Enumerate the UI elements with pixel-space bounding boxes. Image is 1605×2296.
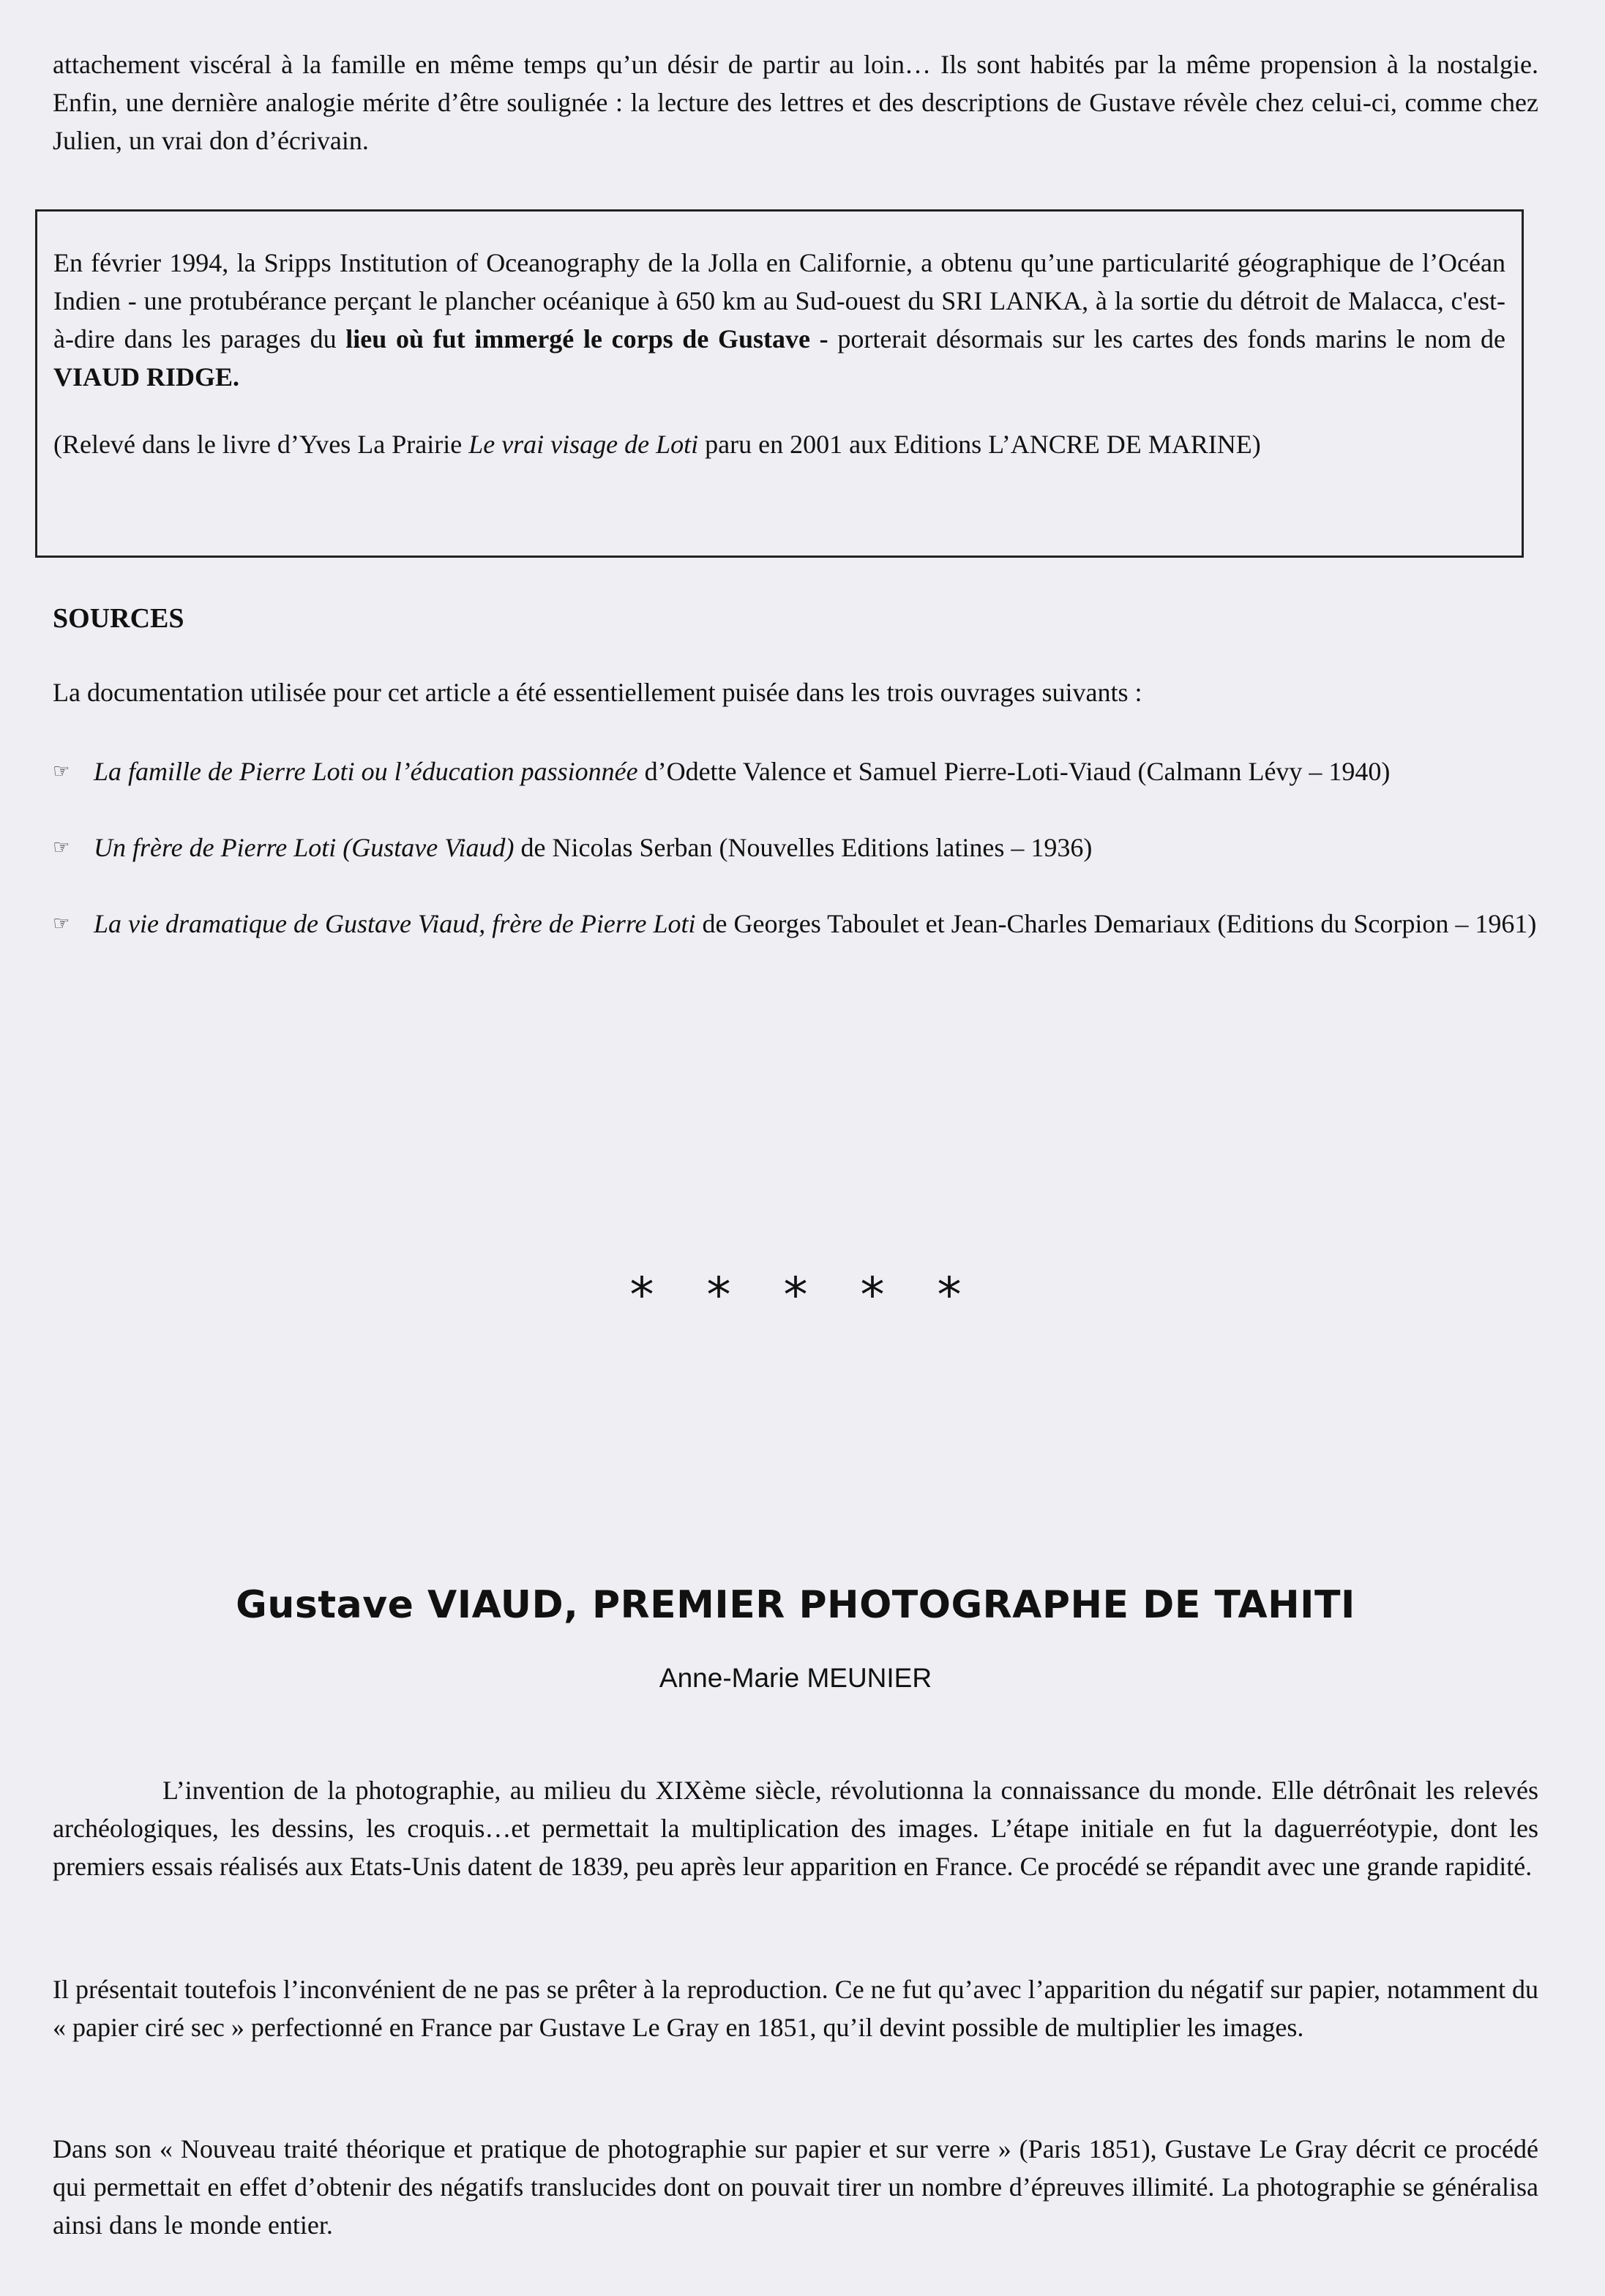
source-details: de Nicolas Serban (Nouvelles Editions latines – 1936) <box>514 833 1093 862</box>
box-text-2b: paru en 2001 aux Editions L’ANCRE DE MARINE) <box>698 430 1261 459</box>
article-title: Gustave VIAUD, PREMIER PHOTOGRAPHE DE TAHITI <box>236 1583 1355 1627</box>
source-item-1 <box>53 752 1538 790</box>
article-author: Anne-Marie MEUNIER <box>659 1663 932 1693</box>
separator-star: * <box>783 1267 808 1323</box>
sources-list <box>53 752 1538 943</box>
box-text-2a: (Relevé dans le livre d’Yves La Prairie <box>53 430 469 459</box>
separator-star: * <box>937 1267 962 1323</box>
box-book-title: Le vrai visage de Loti <box>468 430 699 459</box>
source-title: La famille de Pierre Loti ou l’éducation passionnée <box>94 757 638 786</box>
source-item-2 <box>53 829 1538 867</box>
viaud-ridge-box <box>35 209 1524 558</box>
intro-paragraph: attachement viscéral à la famille en même temps qu’un désir de partir au loin… Ils sont habités par la même propension à la nostalgie. Enfin, une dernière analogie mérite d’être soulignée : la lecture des lettres et des descriptions de Gustave révèle chez celui-ci, comme chez Julien, un vrai don d’écrivain. <box>53 50 1538 155</box>
source-title: Un frère de Pierre Loti (Gustave Viaud) <box>94 833 515 862</box>
pointing-hand-icon: ☞ <box>53 760 70 782</box>
sources-heading: SOURCES <box>53 603 184 634</box>
box-paragraph-1 <box>53 244 1505 396</box>
sources-intro: La documentation utilisée pour cet article a été essentiellement puisée dans les trois ouvrages suivants : <box>53 678 1142 707</box>
pointing-hand-icon: ☞ <box>53 837 70 859</box>
box-text-1b: porterait désormais sur les cartes des fonds marins le nom de <box>828 324 1505 354</box>
source-details: de Georges Taboulet et Jean-Charles Demariaux (Editions du Scorpion – 1961) <box>695 909 1537 938</box>
article-paragraph-3: Dans son « Nouveau traité théorique et pratique de photographie sur papier et sur verre » (Paris 1851), Gustave Le Gray décrit ce procédé qui permettait en effet d’obtenir des négatifs translucides dont on pouvait tirer un nombre d’épreuves illimité. La photographie se généralisa ainsi dans le monde entier. <box>53 2134 1538 2240</box>
source-item-3 <box>53 905 1538 943</box>
box-paragraph-2 <box>53 425 1505 463</box>
pointing-hand-icon: ☞ <box>53 913 70 935</box>
box-bold-viaud-ridge: VIAUD RIDGE. <box>53 362 240 392</box>
separator-star: * <box>860 1267 885 1323</box>
box-text-1a: En février 1994, la Sripps Institution of Oceanography de la Jolla en Californie, a obtenu qu’une particularité géographique de l’Océan Indien - une protubérance perçant le plancher océanique à 650 km au Sud-ouest du SRI LANKA, à la sortie du détroit de Malacca, c'est-à-dire dans les parages du <box>53 248 1505 354</box>
article-paragraph-1: L’invention de la photographie, au milieu du XIXème siècle, révolutionna la connaissance du monde. Elle détrônait les relevés archéologiques, les dessins, les croquis…et permettait la multiplication des images. L’étape initiale en fut la daguerréotypie, dont les premiers essais réalisés aux Etats-Unis datent de 1839, peu après leur apparition en France. Ce procédé se répandit avec une grande rapidité. <box>53 1776 1538 1881</box>
source-details: d’Odette Valence et Samuel Pierre-Loti-Viaud (Calmann Lévy – 1940) <box>637 757 1391 786</box>
article-paragraph-2: Il présentait toutefois l’inconvénient de ne pas se prêter à la reproduction. Ce ne fut qu’avec l’apparition du négatif sur papier, notamment du « papier ciré sec » perfectionné en France par Gustave Le Gray en 1851, qu’il devint possible de multiplier les images. <box>53 1975 1538 2042</box>
box-bold-immersion: lieu où fut immergé le corps de Gustave - <box>345 324 828 354</box>
section-separator <box>53 1266 1538 1325</box>
separator-star: * <box>706 1267 731 1323</box>
source-title: La vie dramatique de Gustave Viaud, frère de Pierre Loti <box>94 909 696 938</box>
separator-star: * <box>629 1267 654 1323</box>
